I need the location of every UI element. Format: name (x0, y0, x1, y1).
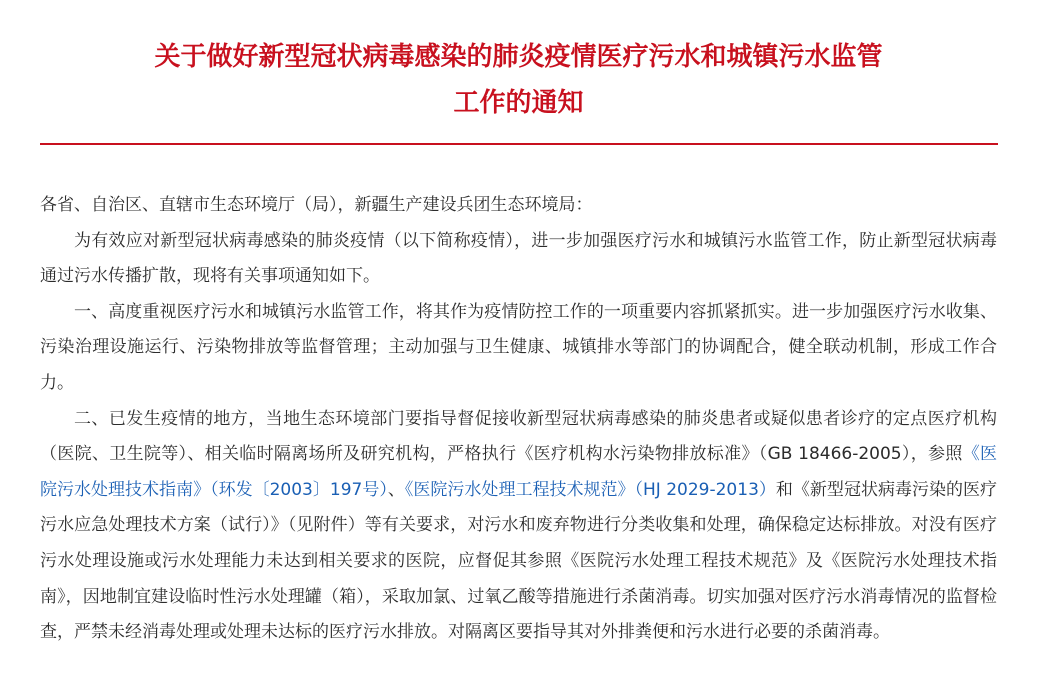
paragraph-item-2-separator: 、 (387, 479, 405, 500)
link-hospital-wastewater-guide[interactable]: 《医院污水处理技术指南》（环发〔2003〕197号） (40, 444, 998, 500)
paragraph-item-2-text-a: 二、已发生疫情的地方，当地生态环境部门要指导督促接收新型冠状病毒感染的肺炎患者或疑似患者诊疗的定点医疗机构（医院、卫生院等）、相关临时隔离场所及研究机构，严格执行《医疗机构水污染物排放标准》（GB 18466-2005），参照 (40, 408, 997, 465)
notice-body (40, 188, 997, 651)
paragraph-intro: 为有效应对新型冠状病毒感染的肺炎疫情（以下简称疫情），进一步加强医疗污水和城镇污水监管工作，防止新型冠状病毒通过污水传播扩散，现将有关事项通知如下。 (40, 230, 997, 287)
title-divider (40, 143, 998, 145)
notice-title (40, 34, 997, 126)
notice-title-line1: 关于做好新型冠状病毒感染的肺炎疫情医疗污水和城镇污水监管 (154, 42, 883, 72)
notice-title-line2: 工作的通知 (453, 88, 584, 118)
salutation: 各省、自治区、直辖市生态环境厅（局），新疆生产建设兵团生态环境局： (40, 195, 593, 215)
paragraph-item-1: 一、高度重视医疗污水和城镇污水监管工作，将其作为疫情防控工作的一项重要内容抓紧抓实。进一步加强医疗污水收集、污染治理设施运行、污染物排放等监督管理；主动加强与卫生健康、城镇排水等部门的协调配合，健全联动机制，形成工作合力。 (40, 301, 997, 393)
paragraph-item-2 (40, 402, 997, 651)
link-hospital-wastewater-spec[interactable]: 《医院污水处理工程技术规范》（HJ 2029-2013） (404, 479, 776, 500)
paragraph-item-2-text-b: 和《新型冠状病毒污染的医疗污水应急处理技术方案（试行）》（见附件）等有关要求，对污水和废弃物进行分类收集和处理，确保稳定达标排放。对没有医疗污水处理设施或污水处理能力未达到相关要求的医院，应督促其参照《医院污水处理工程技术规范》及《医院污水处理技术指南》，因地制宜建设临时性污水处理罐（箱），采取加氯、过氧乙酸等措施进行杀菌消毒。切实加强对医疗污水消毒情况的监督检查，严禁未经消毒处理或处理未达标的医疗污水排放。对隔离区要指导其对外排粪便和污水进行必要的杀菌消毒。 (40, 479, 998, 643)
